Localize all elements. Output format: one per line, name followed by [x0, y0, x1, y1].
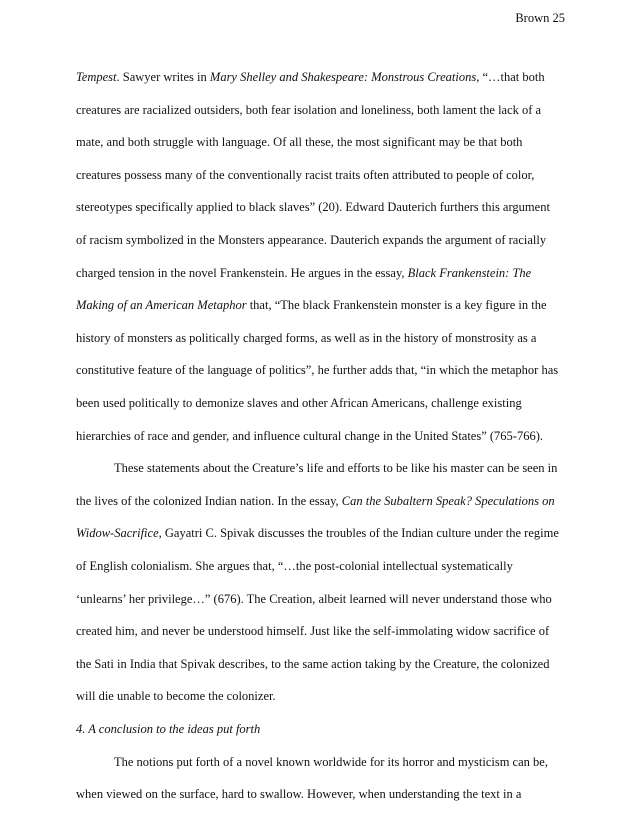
text-segment: created him, and never be understood himself. Just like the self-immolating widow sacrifice of — [76, 624, 550, 639]
text-segment: the Sati in India that Spivak describes, to the same action taking by the Creature, the colonized — [76, 656, 550, 671]
italic-segment: Can the Subaltern Speak? Speculations on — [341, 493, 555, 508]
text-line — [76, 591, 570, 607]
text-segment: The notions put forth of a novel known worldwide for its horror and mysticism can be, — [114, 754, 548, 769]
text-line — [76, 656, 570, 672]
text-segment: creatures possess many of the conventionally racist traits often attributed to people of color, — [76, 167, 535, 182]
running-head: Brown 25 — [515, 11, 565, 25]
text-line — [76, 362, 570, 378]
italic-segment: Tempest — [76, 70, 117, 84]
italic-segment: Black Frankenstein: The — [407, 265, 532, 280]
text-segment: creatures are racialized outsiders, both fear isolation and loneliness, both lament the lack of a — [76, 102, 542, 117]
text-segment: , “…that both — [476, 70, 545, 84]
italic-segment: Widow-Sacrifice — [76, 526, 159, 541]
text-segment: charged tension in the novel Frankenstein. He argues in the essay, — [76, 265, 408, 280]
text-segment: mate, and both struggle with language. Of all these, the most significant may be that both — [76, 135, 523, 150]
text-line — [76, 199, 570, 215]
section-heading — [76, 721, 570, 737]
text-segment: of racism symbolized in the Monsters appearance. Dauterich expands the argument of racially — [76, 233, 547, 247]
italic-segment: 4. A conclusion to the ideas put forth — [76, 722, 261, 736]
text-segment: of English colonialism. She argues that, “…the post-colonial intellectual systematically — [76, 559, 513, 573]
text-segment: stereotypes specifically applied to black slaves” (20). Edward Dauterich furthers this argument — [76, 200, 550, 215]
italic-segment: Making of an American Metaphor — [76, 298, 247, 313]
text-segment: when viewed on the surface, hard to swallow. However, when understanding the text in a — [76, 787, 522, 802]
text-segment: , Gayatri C. Spivak discusses the troubles of the Indian culture under the regime — [158, 526, 559, 541]
text-line — [76, 525, 570, 541]
text-segment: history of monsters as politically charged forms, as well as in the history of monstrosity as a — [76, 330, 537, 345]
text-line — [76, 493, 570, 509]
italic-segment: Mary Shelley and Shakespeare: Monstrous Creations — [209, 70, 477, 84]
text-segment: hierarchies of race and gender, and influence cultural change in the United States” (765-766). — [76, 428, 544, 443]
text-line — [76, 428, 570, 444]
text-line — [76, 395, 570, 411]
text-segment: . Sawyer writes in — [116, 70, 210, 84]
text-line — [76, 232, 570, 248]
text-line — [76, 265, 570, 281]
text-line — [76, 134, 570, 150]
text-segment: been used politically to demonize slaves and other African Americans, challenge existing — [76, 396, 522, 410]
text-line — [76, 69, 570, 85]
text-line — [76, 297, 570, 313]
text-line — [114, 460, 570, 476]
text-line — [76, 167, 570, 183]
text-segment: that, “The black Frankenstein monster is a key figure in the — [246, 298, 547, 313]
text-segment: ‘unlearns’ her privilege…” (676). The Creation, albeit learned will never understand those who — [76, 591, 552, 606]
text-segment: the lives of the colonized Indian nation. In the essay, — [76, 493, 342, 508]
text-line — [76, 330, 570, 346]
text-segment: These statements about the Creature’s life and efforts to be like his master can be seen in — [114, 461, 558, 476]
text-segment: constitutive feature of the language of politics”, he further adds that, “in which the metaphor has — [76, 363, 559, 378]
text-line — [114, 754, 570, 770]
text-segment: will die unable to become the colonizer. — [76, 689, 276, 704]
text-line — [76, 102, 570, 118]
text-line — [76, 786, 570, 802]
text-line — [76, 623, 570, 639]
text-line — [76, 688, 570, 704]
text-line — [76, 558, 570, 574]
